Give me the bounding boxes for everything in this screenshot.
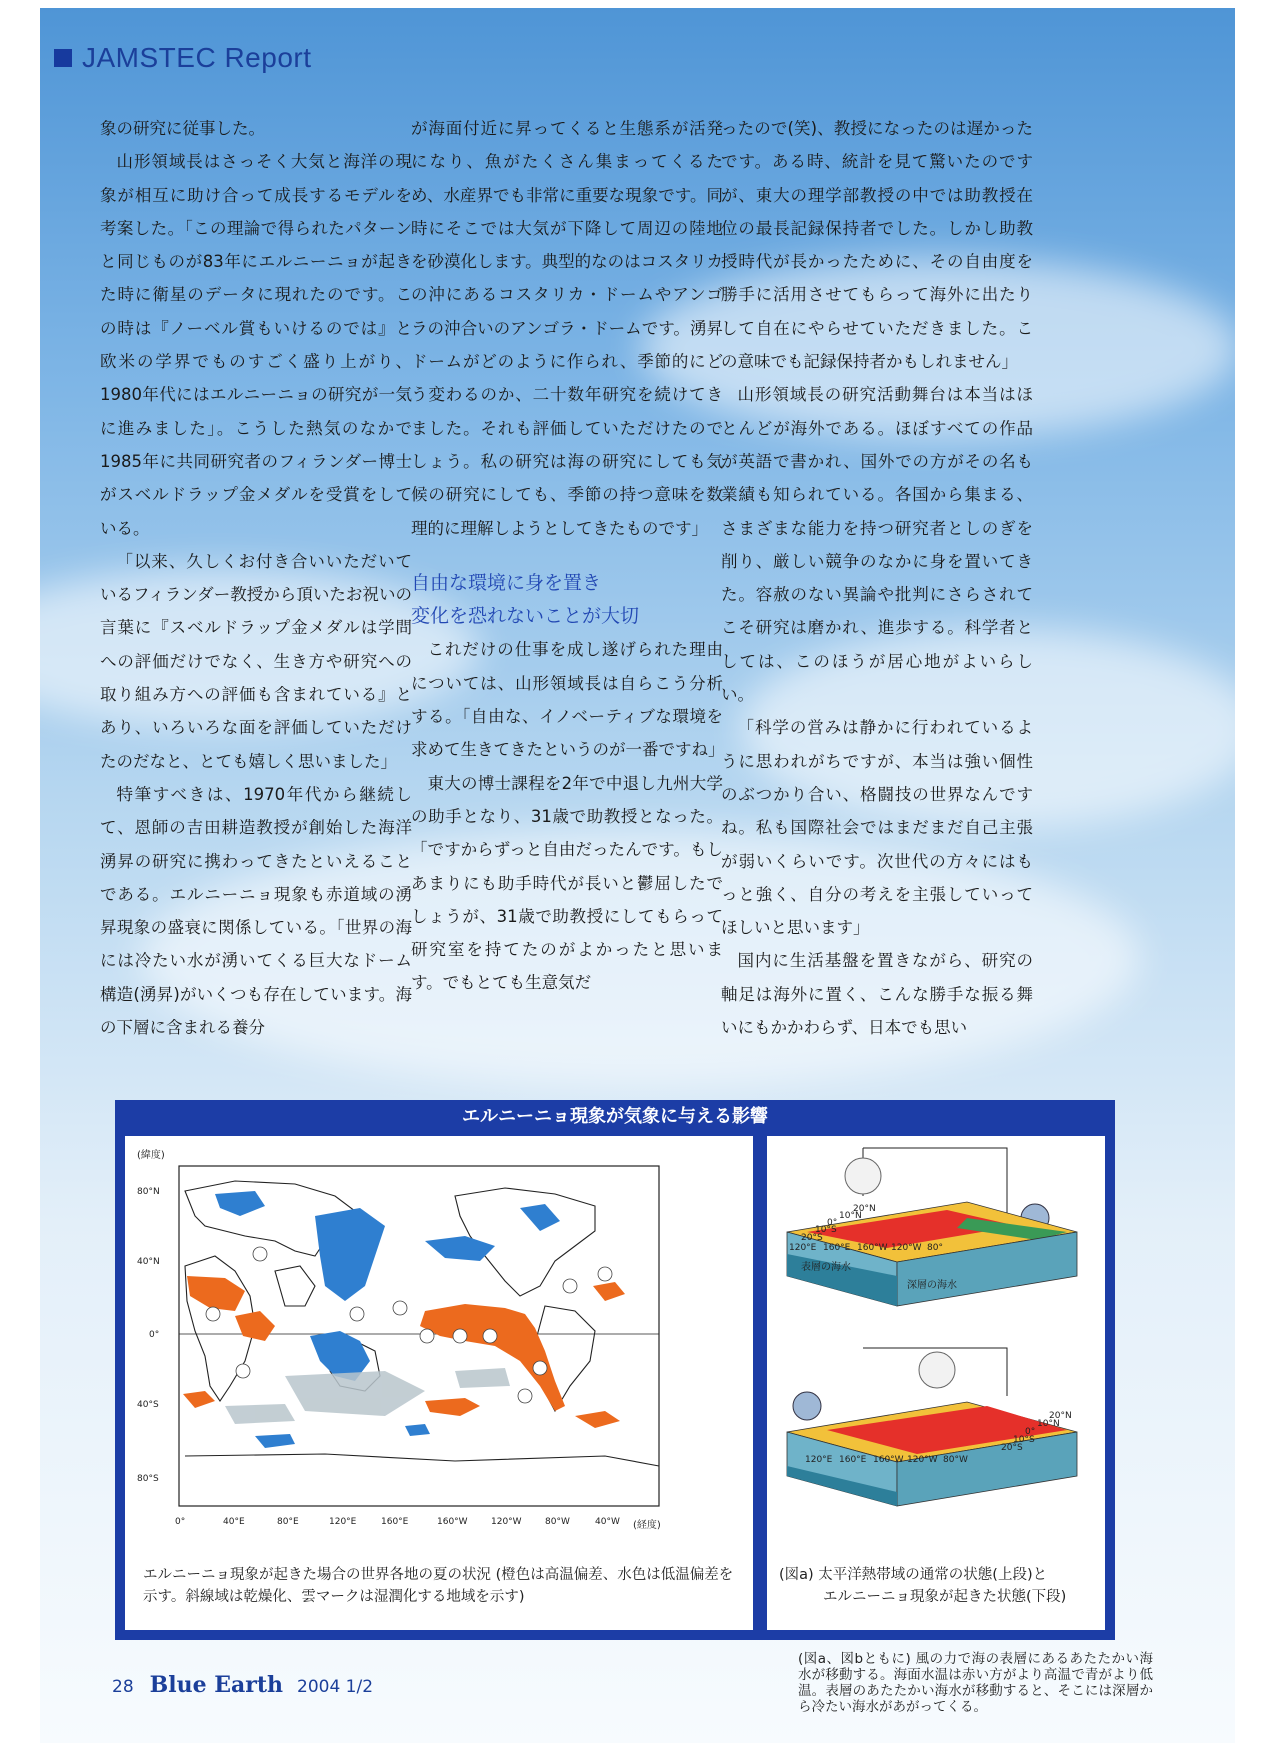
article-paragraph: 東大の博士課程を2年で中退し九州大学の助手となり、31歳で助教授となった。「ですからずっと自由だったんです。もしあまりにも助手時代が長いと鬱屈したでしょうが、31歳で助教授にしてもらって研究室を持てたのがよかったと思います。でもとても生意気だ [411,773,723,993]
cold-south-pacific-small [405,1424,430,1436]
antarctica-outline [185,1454,659,1466]
warm-east-pacific [420,1304,565,1411]
warm-indian-ocean [235,1311,275,1341]
article-paragraph: 山形領域長はさっそく大気と海洋の現象が相互に助け合って成長するモデルを考案した。「この理論で得られたパターンと同じものが83年にエルニーニョが起きた時に衛星のデータに現れたのです。この時は『ノーベル賞もいけるのでは』と欧米の学界でものすごく盛り上がり、1980年代にはエルニーニョの研究が一気に進みました」。こうした熱気のなかで1985年に共同研究者のフィランダー博士がスベルドラップ金メダルを受賞をしている。 [100,152,412,538]
article-paragraph: 国内に生活基盤を置きながら、研究の軸足は海外に置く、こんな勝手な振る舞いにもかかわらず、日本でも思い [721,951,1033,1038]
cloud-icon [206,1307,220,1321]
lon-tick-label: 40°E [223,1517,245,1527]
figure-title: エルニーニョ現象が気象に与える影響 [462,1106,768,1127]
map-axis-ticks [137,1187,661,1531]
cloud-icon [483,1329,497,1343]
dry-south-pacific [455,1368,510,1388]
lon-label: 120°W [891,1243,922,1253]
cloud-icon [253,1247,267,1261]
warm-north-atlantic [593,1282,625,1301]
warm-south-atlantic-east [575,1411,620,1428]
text-column-2 [411,112,723,1000]
lon-label: 160°E [839,1455,867,1465]
header-square-icon [54,49,72,67]
diagram-caption-line2: エルニーニョ現象が起きた状態(下段) [823,1589,1067,1605]
lat-tick-label: 0° [149,1330,160,1340]
lon-label: 160°W [873,1455,904,1465]
cloud-icon [533,1361,547,1375]
lon-label: 160°E [823,1243,851,1253]
page-header [54,42,312,74]
warm-south-atlantic [183,1391,215,1408]
page-footer [112,1672,373,1698]
map-y-unit: (緯度) [137,1150,165,1161]
cloud-icon [598,1267,612,1281]
diagram-normal-state [787,1148,1077,1306]
dry-south-indian [285,1371,425,1416]
text-column-1 [100,112,412,1044]
deep-water-label: 深層の海水 [907,1280,957,1291]
cold-north-pacific [425,1236,495,1261]
page-number: 28 [112,1677,134,1697]
cloud-icon [350,1307,364,1321]
lon-label: 80° [927,1243,943,1253]
lon-label: 80°W [943,1455,968,1465]
article-paragraph: これだけの仕事を成し遂げられた理由については、山形領域長は自らこう分析する。「自由な、イノベーティブな環境を求めて生きてきたというのが一番ですね」 [411,640,725,760]
article-paragraph: ったので(笑)、教授になったのは遅かったです。ある時、統計を見て驚いたのですが、東大の理学部教授の中では助教授在位の最長記録保持者でした。しかし助教授時代が長かったために、その自由度を勝手に活用させてもらって海外に出たりして自在にやらせていただきました。この意味でも記録保持者かもしれません」 [721,119,1033,372]
lon-tick-label: 40°W [595,1517,620,1527]
convection-cloud-icon [845,1158,881,1194]
warm-africa-north [187,1276,245,1311]
column-spacer [411,545,723,567]
pacific-block-diagrams [767,1136,1105,1556]
cold-southern-ocean [255,1434,295,1448]
lat-label: 10°N [1037,1419,1060,1429]
lat-tick-label: 40°N [137,1257,160,1267]
lon-tick-label: 0° [175,1517,186,1527]
diagram-caption-line1: (図a) 太平洋熱帯域の通常の状態(上段)と [779,1567,1048,1583]
article-paragraph: が海面付近に昇ってくると生態系が活発になり、魚がたくさん集まってくるため、水産界でも非常に重要な現象です。同時にそこでは大気が下降して周辺の陸地を砂漠化します。典型的なのはコスタリカの沖にあるコスタリカ・ドームやアンゴラの沖合いのアンゴラ・ドームです。湧昇ドームがどのように作られ、季節的にどう変わるのか、二十数年研究を続けてきました。それも評価していただけたのでしょう。私の研究は海の研究にしても気候の研究にしても、季節の持つ意味を数理的に理解しようとしてきたものです」 [411,119,724,538]
world-map [125,1136,753,1556]
dry-south-atlantic [225,1404,295,1424]
map-caption: エルニーニョ現象が起きた場合の世界各地の夏の状況 (橙色は高温偏差、水色は低温偏差を示す。斜線域は乾燥化、雲マークは湿潤化する地域を示す) [143,1567,734,1605]
lat-label: 20°S [801,1233,823,1243]
article-paragraph: 「科学の営みは静かに行われているように思われがちですが、本当は強い個性のぶつかり合い、格闘技の世界なんですね。私も国際社会ではまだまだ自己主張が弱いくらいです。次世代の方々にはもっと強く、自分の考えを主張していってほしいと思います」 [721,718,1033,938]
pacific-diagram-panel [767,1136,1105,1630]
text-column-3 [721,112,1033,1044]
cloud-icon [563,1279,577,1293]
header-title: JAMSTEC Report [82,42,312,73]
figure-box [115,1100,1115,1640]
issue-label: 2004 1/2 [297,1677,374,1697]
magazine-name: Blue Earth [149,1672,284,1698]
lat-tick-label: 40°S [137,1400,159,1410]
figure-note: (図a、図bともに) 風の力で海の表層にあるあたたかい海水が移動する。海面水温は赤い方がより高温で青がより低温。表層のあたたかい海水が移動すると、そこには深層から冷たい海水があがってくる。 [798,1651,1153,1715]
lat-label: 0° [827,1218,838,1228]
cloud-icon [420,1329,434,1343]
cold-canada [520,1204,560,1231]
article-paragraph: 象の研究に従事した。 [100,119,265,138]
lon-label: 120°E [789,1243,817,1253]
cold-east-asia [315,1208,385,1301]
cold-europe [215,1191,265,1216]
cloud-icon [518,1389,532,1403]
lon-tick-label: 120°W [491,1517,522,1527]
lon-tick-label: 160°W [437,1517,468,1527]
cloud-icon [453,1329,467,1343]
section-heading: 変化を恐れないことが大切 [411,605,640,628]
lon-label: 160°W [857,1243,888,1253]
diagram-el-nino-state [787,1348,1077,1506]
lon-tick-label: 80°W [545,1517,570,1527]
lon-tick-label: 120°E [329,1517,357,1527]
lat-tick-label: 80°N [137,1187,160,1197]
cloud-icon [393,1301,407,1315]
lon-label: 120°E [805,1455,833,1465]
magazine-page [40,8,1235,1743]
warm-south-pacific [425,1398,480,1416]
article-paragraph: 特筆すべきは、1970年代から継続して、恩師の吉田耕造教授が創始した海洋湧昇の研究に携わってきたといえることである。エルニーニョ現象も赤道域の湧昇現象の盛衰に関係している。「世界の海には冷たい水が湧いてくる巨大なドーム構造(湧昇)がいくつも存在しています。海の下層に含まれる養分 [100,784,412,1038]
lon-tick-label: 160°E [381,1517,409,1527]
article-paragraph: 山形領域長の研究活動舞台は本当はほとんどが海外である。ほぼすべての作品が英語で書かれ、国外での方がその名も業績も知られている。各国から集まる、さまざまな能力を持つ研究者としのぎを削り、厳しい競争のなかに身を置いてきた。容赦のない異論や批判にさらされてこそ研究は磨かれ、進歩する。科学者としては、このほうが居心地がよいらしい。 [721,385,1033,705]
article-paragraph: 「以来、久しくお付き合いいただいているフィランダー教授から頂いたお祝いの言葉に『スベルドラップ金メダルは学問への評価だけでなく、生き方や研究への取り組み方への評価も含まれている』とあり、いろいろな面を評価していただけたのだなと、とても嬉しく思いました」 [100,551,412,771]
surface-water-label: 表層の海水 [801,1262,851,1273]
world-map-panel [125,1136,753,1630]
cloud-icon [236,1364,250,1378]
map-x-unit: (経度) [633,1520,661,1531]
lat-label: 10°S [815,1225,837,1235]
wind-god-icon [793,1392,821,1420]
lat-label: 20°S [1001,1443,1023,1453]
lat-tick-label: 80°S [137,1474,159,1484]
lat-label: 0° [1025,1427,1036,1437]
lat-label: 10°S [1013,1435,1035,1445]
lat-label: 20°N [853,1204,876,1214]
lat-label: 10°N [839,1211,862,1221]
india-outline [275,1266,315,1306]
lon-tick-label: 80°E [277,1517,299,1527]
dry-regions [225,1368,510,1424]
diagram-caption [779,1564,1099,1608]
lat-label: 20°N [1049,1411,1072,1421]
convection-cloud-icon [919,1352,955,1388]
section-heading: 自由な環境に身を置き [411,571,602,594]
lon-label: 120°W [907,1455,938,1465]
